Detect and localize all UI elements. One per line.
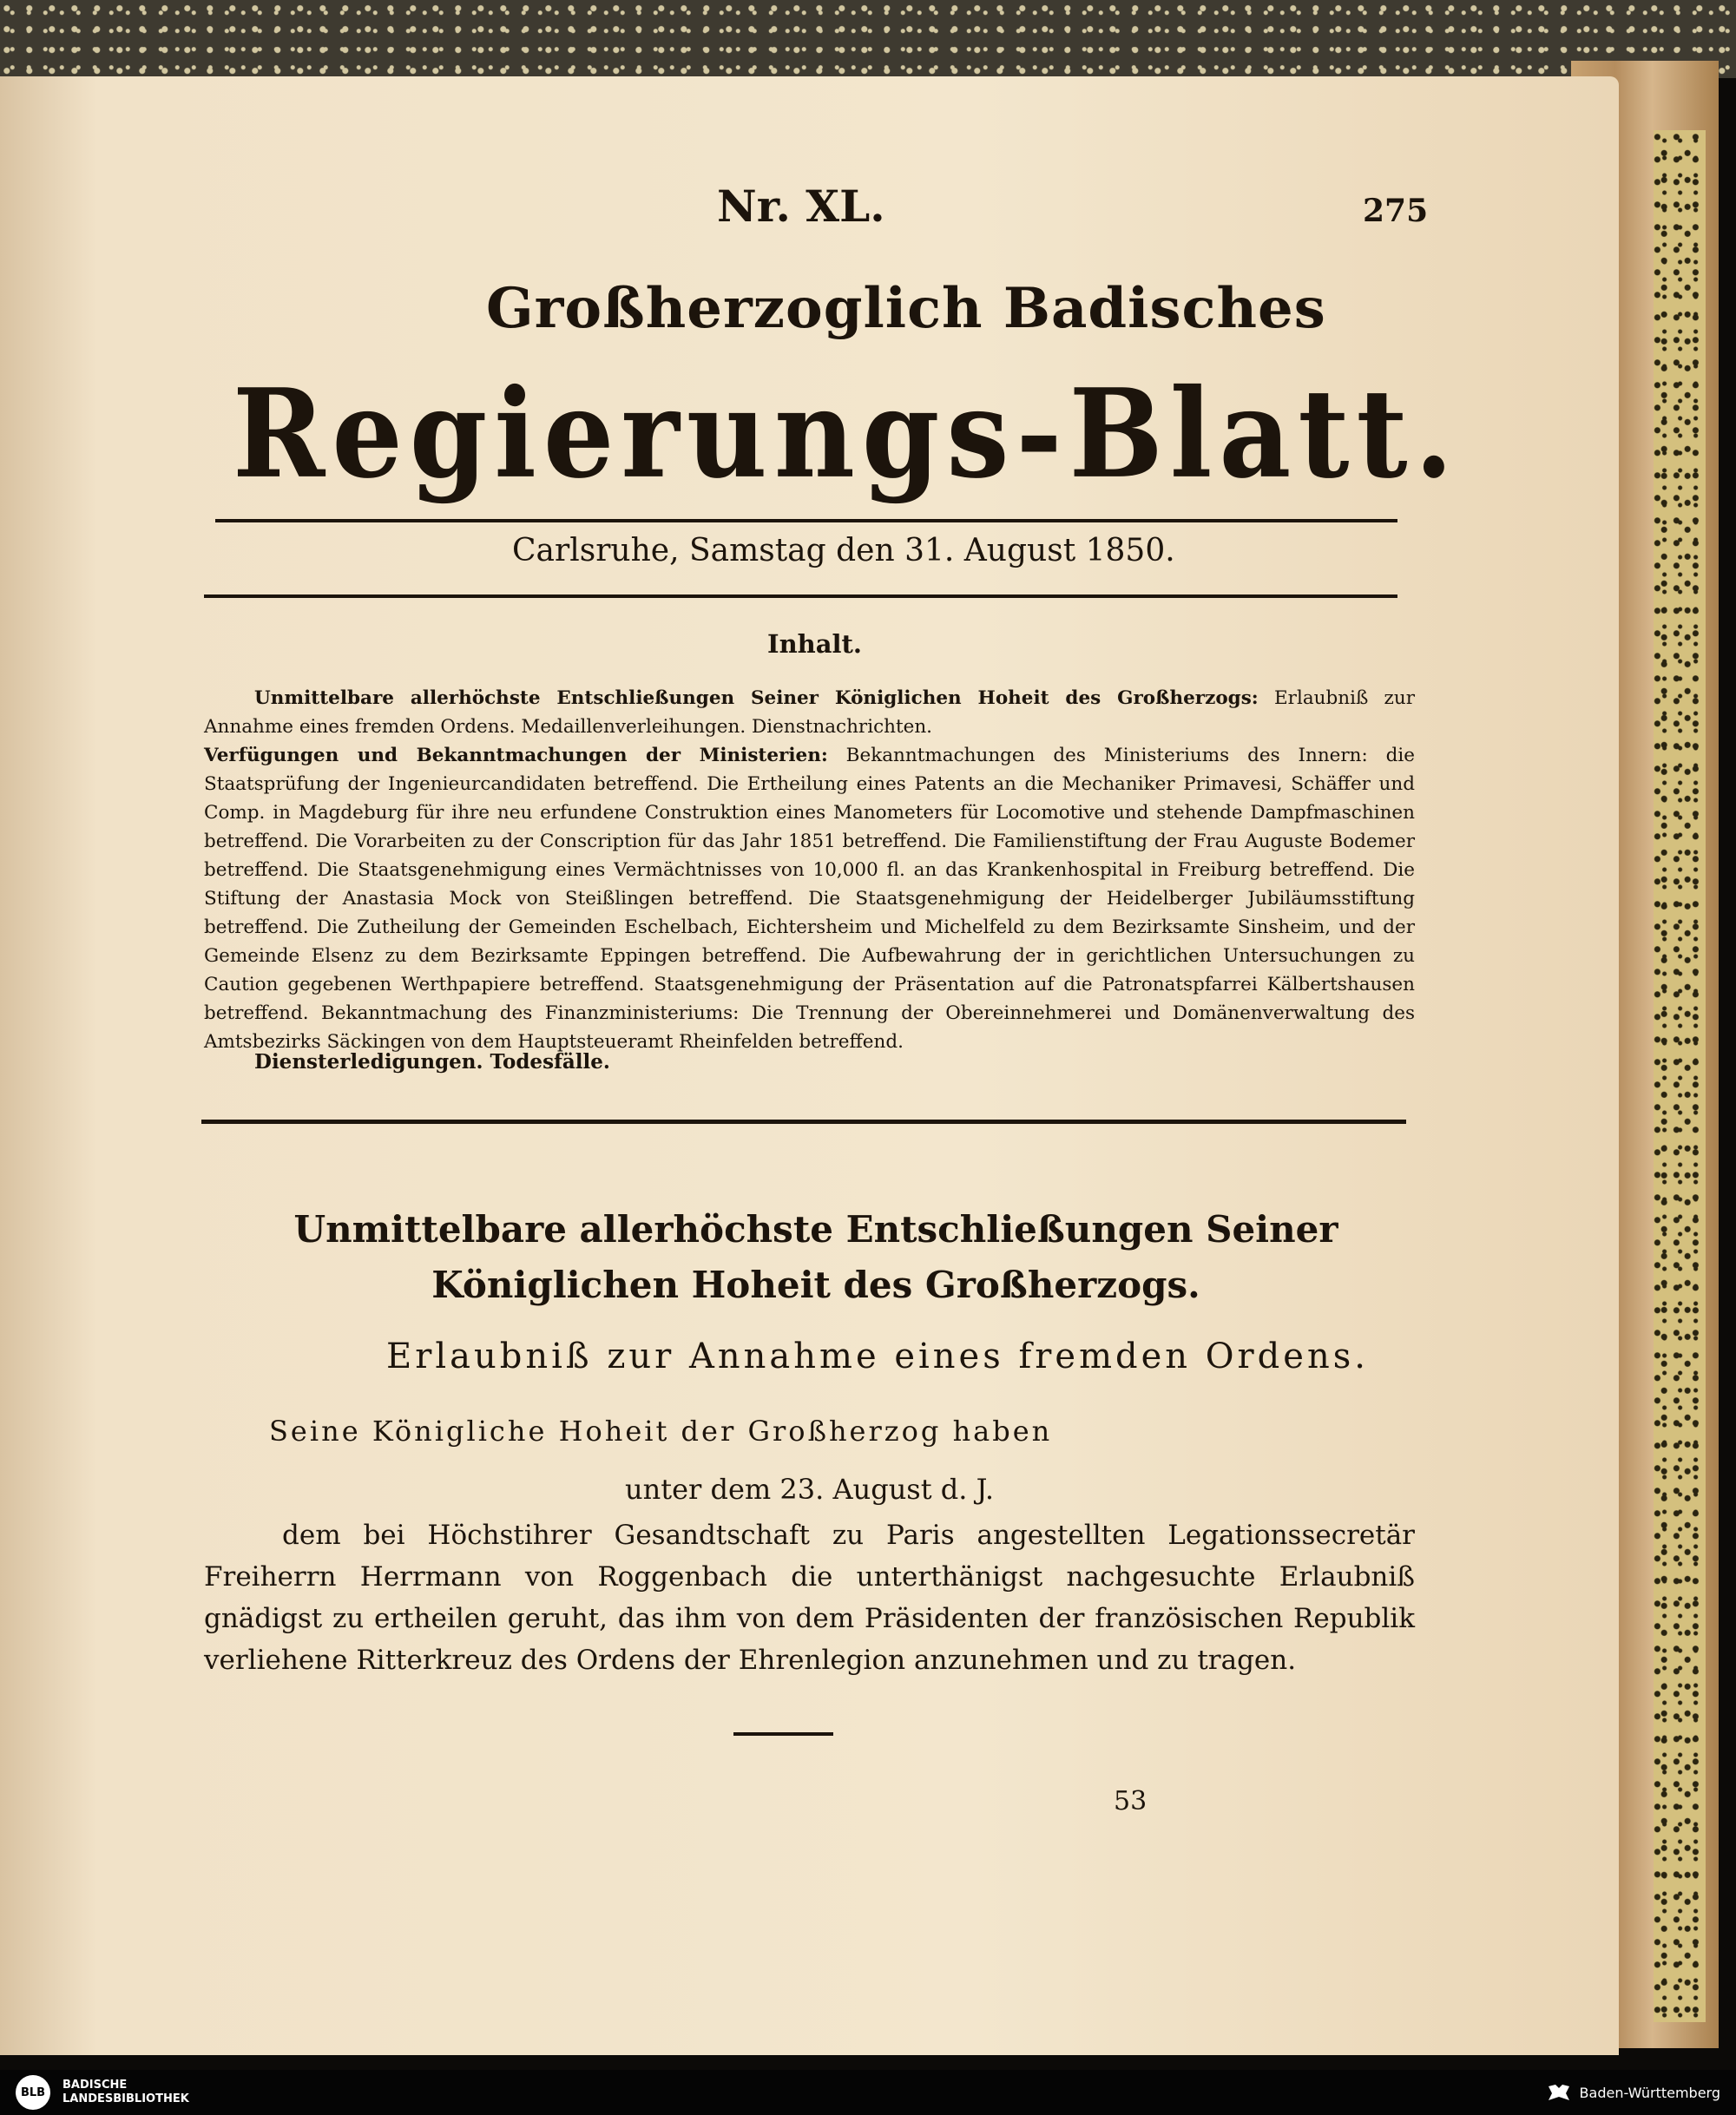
section-intro: Seine Königliche Hoheit der Großherzog haben [269,1415,1053,1448]
section-title: Unmittelbare allerhöchste Entschließungen Seiner Königlichen Hoheit des Großherzogs. [293,1208,1338,1306]
section-subtitle: Erlaubniß zur Annahme eines fremden Ordens. [386,1337,1369,1376]
footer-bar [0,2070,1736,2115]
sheet-number: 53 [1114,1786,1147,1816]
library-logo[interactable] [16,2075,189,2110]
section-date: unter dem 23. August d. J. [625,1473,995,1506]
contents-list [204,684,1415,1056]
rule-under-date [204,594,1397,598]
masthead-line2: Regierungs-Blatt. [233,363,1461,506]
masthead-line1: Großherzoglich Badisches [486,276,1326,341]
blb-badge: BLB [16,2075,50,2110]
rule-section [201,1120,1406,1124]
contents-entry-1: Unmittelbare allerhöchste Entschließungen Seiner Königlichen Hoheit des Großherzogs: Erlaubniß zur Annahme eines fremden Ordens. Medaillenverleihungen. Dienstnachrichten. [204,687,1415,738]
contents-heading: Inhalt. [767,629,863,659]
issue-number: Nr. XL. [717,181,885,232]
contents-entry-3: Diensterledigungen. Todesfälle. [254,1050,610,1074]
library-name: BADISCHE LANDESBIBLIOTHEK [62,2079,189,2105]
dateline: Carlsruhe, Samstag den 31. August 1850. [512,533,1175,568]
contents-entry-2: Verfügungen und Bekanntmachungen der Ministerien: Bekanntmachungen des Ministeriums des Innern: die Staatsprüfung der Ingenieurcandidaten betreffend. Die Ertheilung eines Patents an die Mechaniker Primavesi, Schäffer und Comp. in Magdeburg für ihre neu erfundene Construktion eines Manometers für Locomotive und stehende Dampfmaschinen betreffend. Die Vorarbeiten zu der Conscription für das Jahr 1851 betreffend. Die Familienstiftung der Frau Auguste Bodemer betreffend. Die Staatsgenehmigung eines Vermächtnisses von 10,000 fl. an das Krankenhospital in Freiburg betreffend. Die Stiftung der Anastasia Mock von Steißlingen betreffend. Die Staatsgenehmigung der Heidelberger Jubiläumsstiftung betreffend. Die Zutheilung der Gemeinden Eschelbach, Eichtersheim und Michelfeld zu dem Bezirksamte Sinsheim, und der Gemeinde Elsenz zu dem Bezirksamte Eppingen betreffend. Die Aufbewahrung der in gerichtlichen Untersuchungen zu Caution gegebenen Werthpapiere betreffend. Staatsgenehmigung der Präsentation auf die Patronatspfarrei Kälbertshausen betreffend. Bekanntmachung des Finanzministeriums: Die Trennung der Obereinnehmerei und Domänenverwaltung des Amtsbezirks Säckingen von dem Hauptsteueramt Rheinfelden betreffend. [204,745,1415,1053]
state-name: Baden-Württemberg [1579,2084,1720,2101]
section-body: dem bei Höchstihrer Gesandtschaft zu Paris angestellten Legationssecretär Freiherrn Herrmann von Roggenbach die unterthänigst nachgesuchte Erlaubniß gnädigst zu ertheilen geruht, das ihm von dem Präsidenten der französischen Republik verliehene Ritterkreuz des Ordens der Ehrenlegion anzunehmen und zu tragen. [204,1520,1415,1676]
book-cover-top [0,0,1736,78]
rule-end [733,1732,833,1736]
page-number: 275 [1363,193,1429,229]
rule-top [215,519,1397,522]
coat-of-arms-icon [1547,2083,1571,2102]
book-cover-speckled [1654,130,1706,2022]
state-logo[interactable] [1547,2083,1720,2102]
